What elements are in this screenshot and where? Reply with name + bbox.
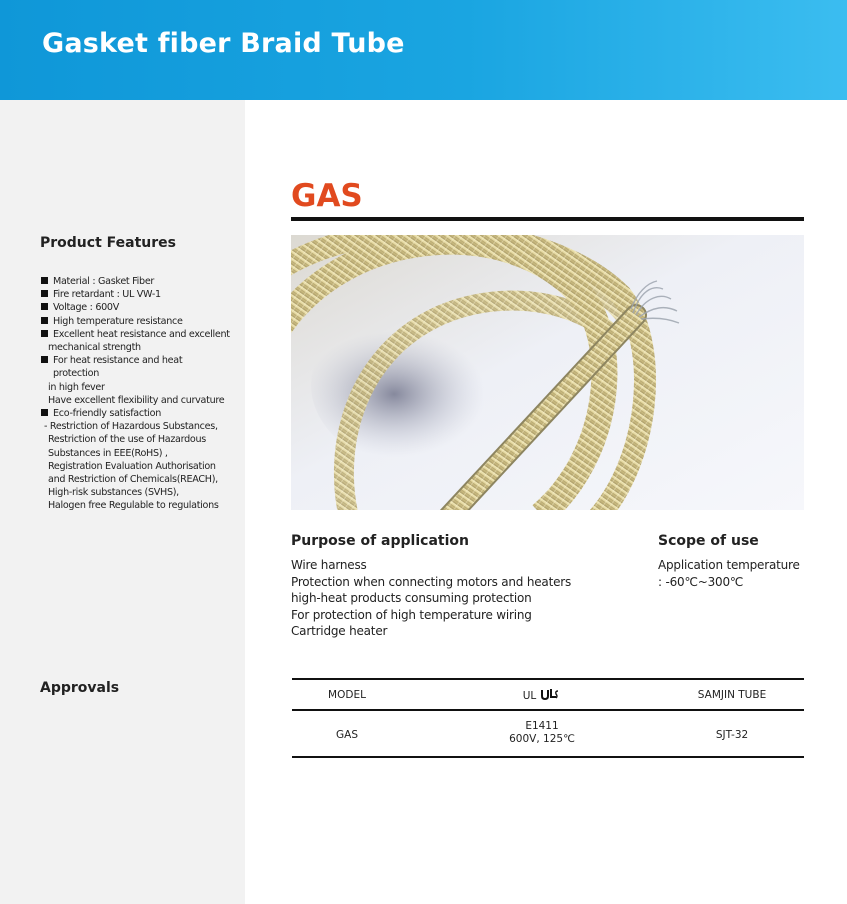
scope-item: Application temperature [658,558,800,572]
feature-text: Halogen free Regulable to regulations [48,500,219,512]
purpose-item: Cartridge heater [291,624,388,638]
square-bullet-icon [41,317,48,324]
feature-text: High temperature resistance [53,315,183,327]
feature-text: mechanical strength [48,342,141,354]
product-photo [291,235,804,510]
feature-item [40,288,230,301]
scope-list [658,557,800,590]
scope-item: : -60℃~300℃ [658,574,744,589]
feature-text: - Restriction of Hazardous Substances, [44,421,218,433]
purpose-item: For protection of high temperature wiring [291,607,532,622]
square-bullet-icon [41,330,48,337]
header-banner [0,0,847,100]
cell-ul [462,720,622,746]
feature-item [40,420,230,433]
feature-item [40,301,230,314]
feature-item [40,381,230,394]
feature-text: Have excellent flexibility and curvature [48,394,225,406]
cell-model: GAS [336,729,358,741]
feature-item [40,433,230,446]
feature-item [40,407,230,420]
feature-text: Eco-friendly satisfaction [53,408,162,420]
feature-text: Restriction of the use of Hazardous [48,434,206,446]
title-rule [291,217,804,221]
header-samjin: SAMJIN TUBE [697,689,767,701]
table-top-rule [292,678,804,680]
feature-text: Fire retardant : UL VW-1 [53,289,161,301]
feature-text: For heat resistance and heat protection [53,355,183,380]
feature-text: Excellent heat resistance and excellent [53,328,230,340]
approvals-heading: Approvals [40,680,120,696]
model-title: GAS [291,178,363,214]
header-ul [462,688,622,704]
scope-title: Scope of use [658,533,759,549]
product-features-heading: Product Features [40,235,176,251]
header-ul-label: UL [522,690,537,702]
product-features-list [40,275,230,513]
page-title: Gasket fiber Braid Tube [42,28,405,59]
feature-text: Voltage : 600V [53,302,119,314]
square-bullet-icon [41,277,48,284]
square-bullet-icon [41,303,48,310]
feature-text: Material : Gasket Fiber [53,276,155,287]
cell-ul-line2: 600V, 125℃ [509,733,575,745]
purpose-item: Wire harness [291,558,367,572]
table-header-rule [292,709,804,711]
feature-text: and Restriction of Chemicals(REACH), [48,474,218,486]
feature-text: Substances in EEE(RoHS) , [48,447,168,459]
feature-text: High-risk substances (SVHS), [48,487,179,499]
feature-text: Registration Evaluation Authorisation [48,460,216,472]
purpose-title: Purpose of application [291,533,469,549]
feature-item [40,486,230,499]
feature-text: in high fever [48,381,105,393]
feature-item [40,473,230,486]
purpose-list [291,557,571,640]
feature-item [40,354,230,380]
square-bullet-icon [41,409,48,416]
ul-recognized-icon [541,688,561,704]
feature-item [40,328,230,341]
braided-tube-illustration [291,235,804,510]
cell-samjin: SJT-32 [715,729,749,741]
table-bottom-rule [292,756,804,758]
feature-item [40,460,230,473]
header-model: MODEL [328,689,366,701]
square-bullet-icon [41,356,48,363]
purpose-item: high-heat products consuming protection [291,591,532,605]
square-bullet-icon [41,290,48,297]
feature-item [40,341,230,354]
feature-item [40,315,230,328]
feature-item [40,275,230,288]
purpose-item: Protection when connecting motors and heaters [291,574,572,589]
cell-ul-line1: E1411 [525,720,559,732]
feature-item [40,499,230,512]
feature-item [40,394,230,407]
feature-item [40,447,230,460]
